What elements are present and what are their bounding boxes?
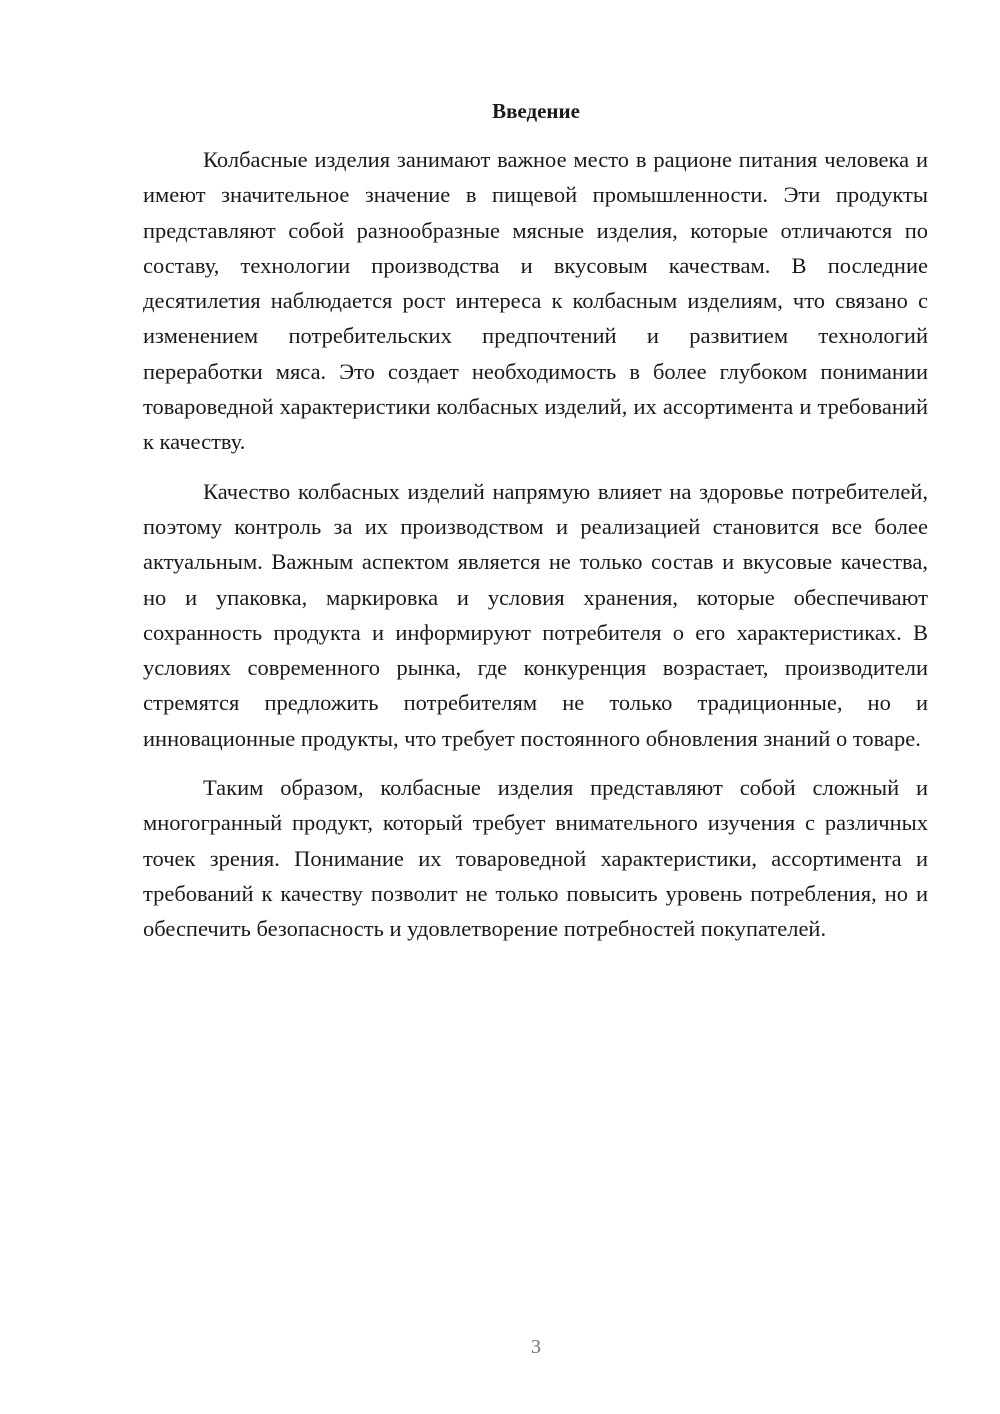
paragraph-1: Колбасные изделия занимают важное место в рационе питания человека и имеют значительное значение в пищевой промышленности. Эти продукты представляют собой разнообразные мясные изделия, которые отличаются по составу, технологии производства и вкусовым качествам. В последние десятилетия наблюдается рост интереса к колбасным изделиям, что связано с изменением потребительских предпочтений и развитием технологий переработки мяса. Это создает необходимость в более глубоком понимании товароведной характеристики колбасных изделий, их ассортимента и требований к качеству. [143, 147, 928, 455]
body-text [143, 142, 928, 961]
section-heading: Введение [492, 99, 580, 123]
page-number: 3 [531, 1336, 541, 1358]
paragraph-3: Таким образом, колбасные изделия представляют собой сложный и многогранный продукт, который требует внимательного изучения с различных точек зрения. Понимание их товароведной характеристики, ассортимента и требований к качеству позволит не только повысить уровень потребления, но и обеспечить безопасность и удовлетворение потребностей покупателей. [143, 775, 928, 942]
paragraph-2: Качество колбасных изделий напрямую влияет на здоровье потребителей, поэтому контроль за их производством и реализацией становится все более актуальным. Важным аспектом является не только состав и вкусовые качества, но и упаковка, маркировка и условия хранения, которые обеспечивают сохранность продукта и информируют потребителя о его характеристиках. В условиях современного рынка, где конкуренция возрастает, производители стремятся предложить потребителям не только традиционные, но и инновационные продукты, что требует постоянного обновления знаний о товаре. [143, 478, 928, 751]
